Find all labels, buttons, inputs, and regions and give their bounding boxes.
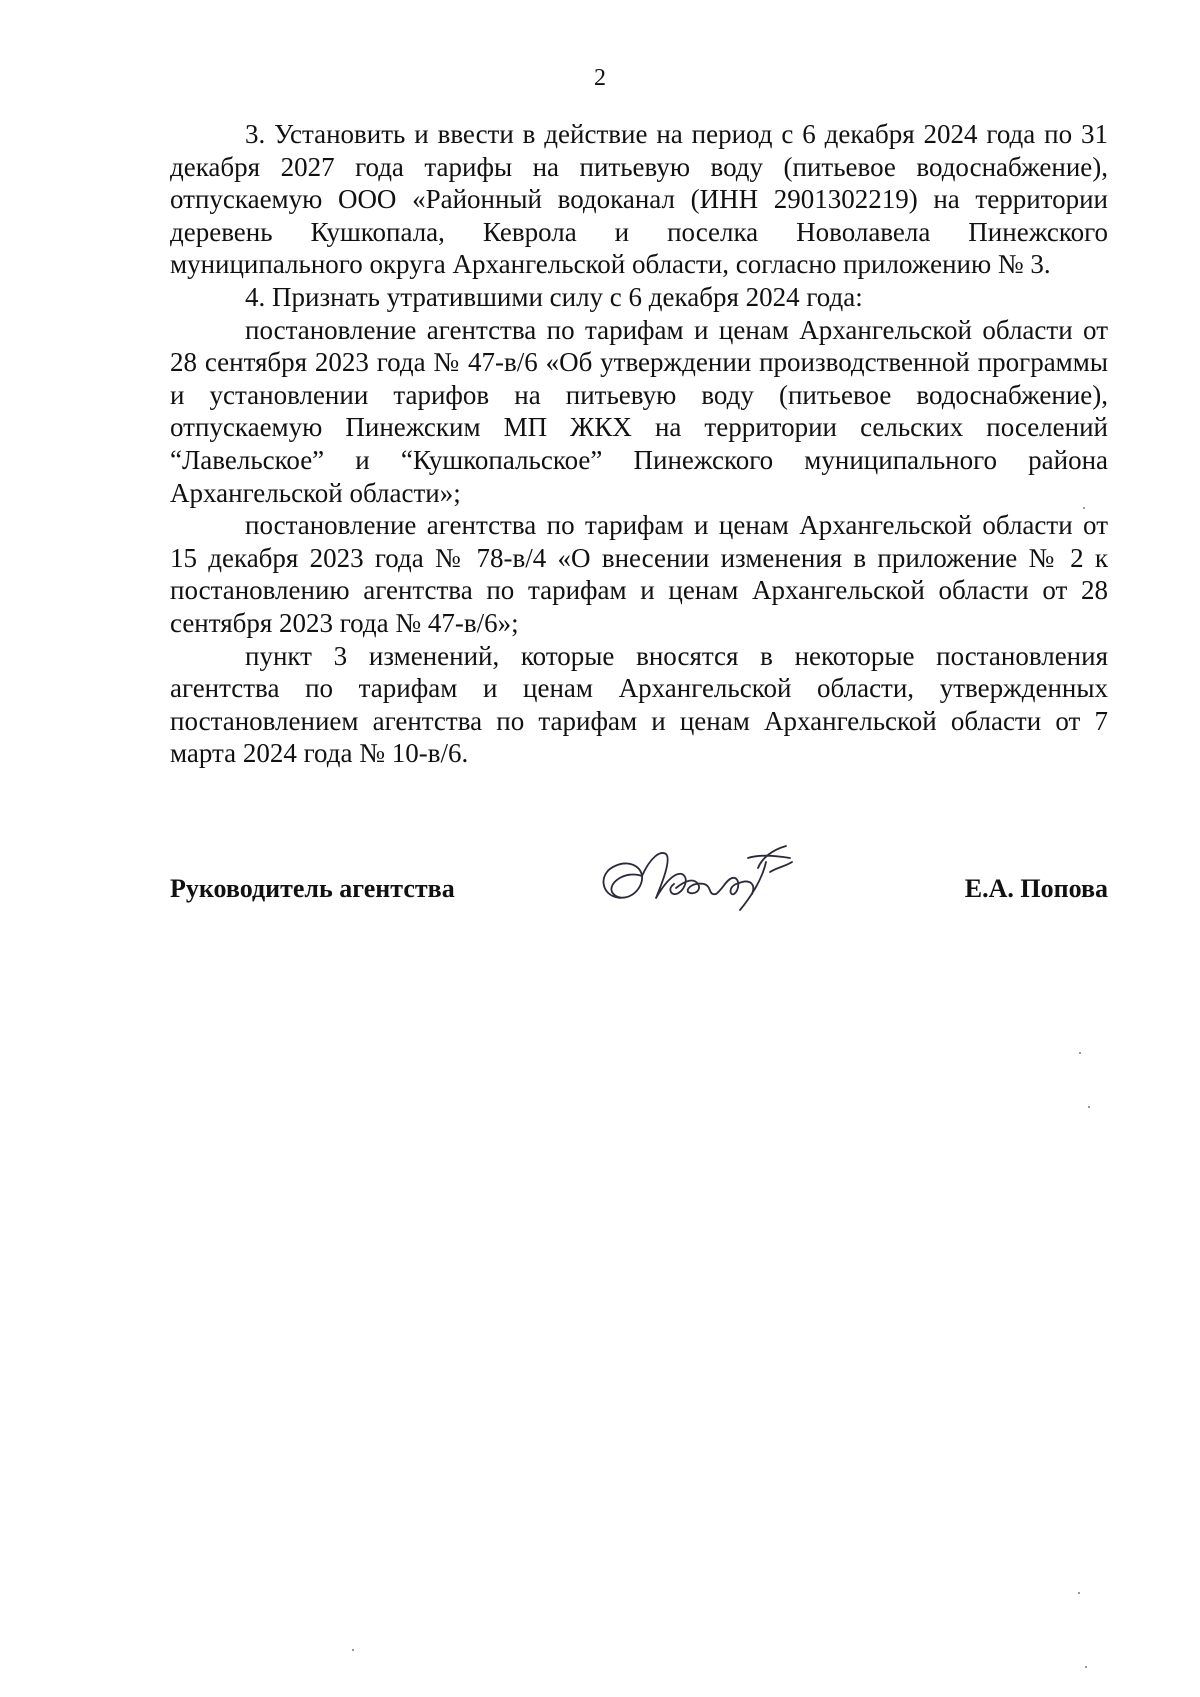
paragraph-item-3: 3. Установить и ввести в действие на период с 6 декабря 2024 года по 31 декабря 2027 года тарифы на питьевую воду (питьевое водоснабжение), отпускаемую ООО «Районный водоканал (ИНН 2901302219) на территории деревень Кушкопала, Кеврола и поселка Новолавела Пинежского муниципального округа Архангельской области, согласно приложению № 3. [170, 119, 1108, 280]
paragraph-item-4: 4. Признать утратившими силу с 6 декабря 2024 года: [245, 281, 863, 312]
repealed-resolution-2: постановление агентства по тарифам и ценам Архангельской области от 15 декабря 2023 года № 78-в/4 «О внесении изменения в приложение № 2 к постановлению агентства по тарифам и ценам Архангельской области от 28 сентября 2023 года № 47-в/6»; [170, 510, 1108, 638]
handwritten-signature [590, 828, 820, 918]
scan-speck [352, 1649, 354, 1651]
signatory-position: Руководитель агентства [170, 874, 455, 903]
repealed-resolution-1: постановление агентства по тарифам и ценам Архангельской области от 28 сентября 2023 года № 47-в/6 «Об утверждении производственной программы и установлении тарифов на питьевую воду (питьевое водоснабжение), отпускаемую Пинежским МП ЖКХ на территории сельских поселений “Лавельское” и “Кушкопальское” Пинежского муниципального района Архангельской области»; [170, 314, 1108, 508]
scan-speck [1083, 507, 1085, 509]
signature-block [170, 860, 1108, 920]
scan-speck [1079, 1052, 1081, 1054]
scan-speck [1078, 1592, 1080, 1594]
signatory-name: Е.А. Попова [964, 874, 1108, 903]
scan-speck [1088, 1106, 1090, 1108]
page-number: 2 [594, 65, 606, 91]
scan-speck [1085, 1666, 1087, 1668]
document-body [170, 118, 1108, 770]
repealed-clause-3: пункт 3 изменений, которые вносятся в некоторые постановления агентства по тарифам и ценам Архангельской области, утвержденных постановлением агентства по тарифам и ценам Архангельской области от 7 марта 2024 года № 10-в/6. [170, 640, 1108, 769]
